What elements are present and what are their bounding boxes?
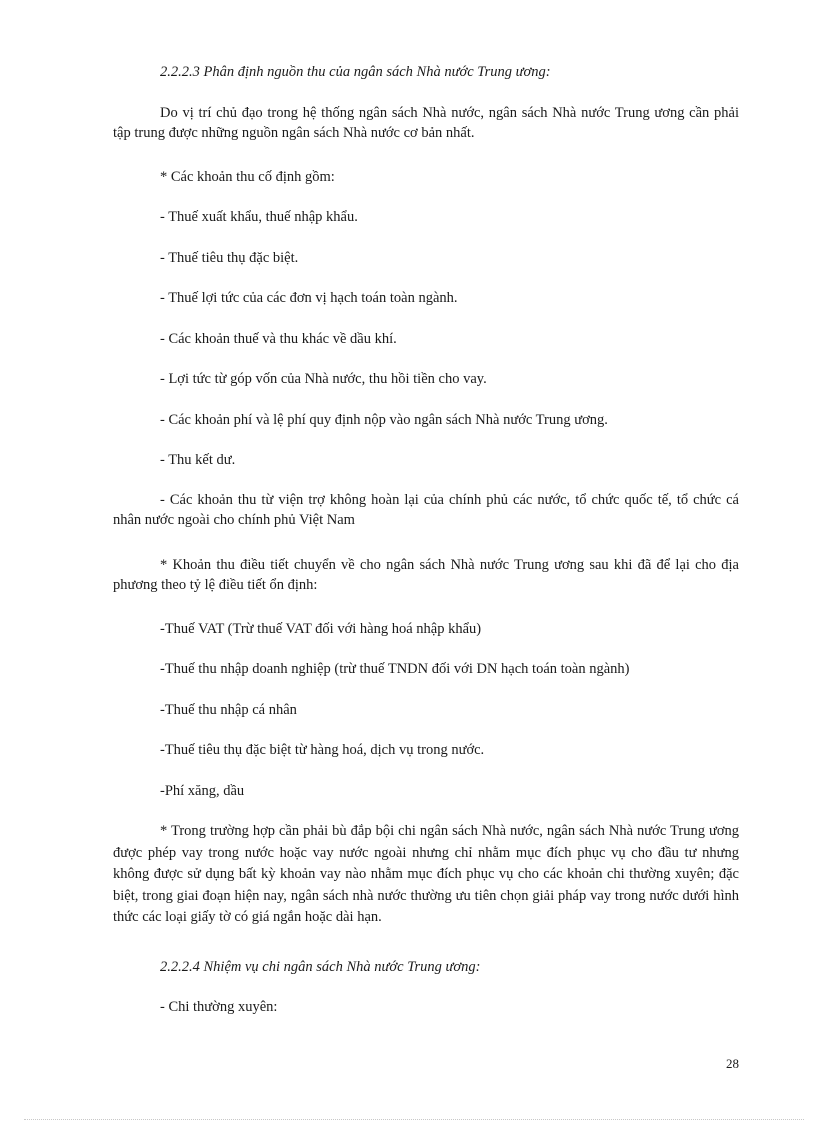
list-item: -Phí xăng, dầu: [160, 783, 245, 799]
deficit-paragraph: * Trong trường hợp cần phải bù đắp bội chi ngân sách Nhà nước, ngân sách Nhà nước Trung ương được phép vay trong nước hoặc vay nước ngoài nhưng chỉ nhằm mục đích phục vụ cho đầu tư nhưng không được sử dụng bất kỳ khoản vay nào nhằm mục đích phục vụ cho các khoản chi thường xuyên; đặc biệt, trong giai đoạn hiện nay, ngân sách nhà nước thường ưu tiên chọn giải pháp vay trong nước dưới hình thức các loại giấy tờ có giá ngắn hoặc dài hạn.: [113, 823, 739, 925]
page-number: 28: [726, 1056, 739, 1071]
section-2224-heading: 2.2.2.4 Nhiệm vụ chi ngân sách Nhà nước Trung ương:: [160, 959, 481, 975]
recurrent-spending-item: - Chi thường xuyên:: [160, 999, 278, 1015]
list-item: - Thuế tiêu thụ đặc biệt.: [160, 250, 299, 266]
aid-paragraph: - Các khoản thu từ viện trợ không hoàn lại của chính phủ các nước, tổ chức quốc tế, tổ chức cá nhân nước ngoài cho chính phủ Việt Nam: [113, 492, 739, 528]
fixed-revenue-title: * Các khoản thu cố định gồm:: [160, 169, 335, 185]
page-bottom-divider: [24, 1119, 804, 1120]
regulated-revenue-paragraph: * Khoản thu điều tiết chuyển về cho ngân sách Nhà nước Trung ương sau khi đã để lại cho địa phương theo tỷ lệ điều tiết ổn định:: [113, 557, 739, 593]
list-item: - Thuế lợi tức của các đơn vị hạch toán toàn ngành.: [160, 290, 458, 306]
list-item: - Các khoản thuế và thu khác về dầu khí.: [160, 331, 397, 347]
section-2223-heading: 2.2.2.3 Phân định nguồn thu của ngân sách Nhà nước Trung ương:: [160, 64, 551, 80]
list-item: -Thuế tiêu thụ đặc biệt từ hàng hoá, dịch vụ trong nước.: [160, 742, 485, 758]
list-item: - Lợi tức từ góp vốn của Nhà nước, thu hồi tiền cho vay.: [160, 371, 487, 387]
list-item: - Thu kết dư.: [160, 452, 236, 468]
list-item: - Thuế xuất khẩu, thuế nhập khẩu.: [160, 209, 358, 225]
intro-paragraph: Do vị trí chủ đạo trong hệ thống ngân sách Nhà nước, ngân sách Nhà nước Trung ương cần phải tập trung được những nguồn ngân sách Nhà nước cơ bản nhất.: [113, 105, 739, 141]
list-item: -Thuế VAT (Trừ thuế VAT đối với hàng hoá nhập khẩu): [160, 621, 482, 637]
list-item: - Các khoản phí và lệ phí quy định nộp vào ngân sách Nhà nước Trung ương.: [160, 412, 608, 428]
list-item: -Thuế thu nhập doanh nghiệp (trừ thuế TNDN đối với DN hạch toán toàn ngành): [160, 661, 630, 677]
list-item: -Thuế thu nhập cá nhân: [160, 702, 297, 718]
